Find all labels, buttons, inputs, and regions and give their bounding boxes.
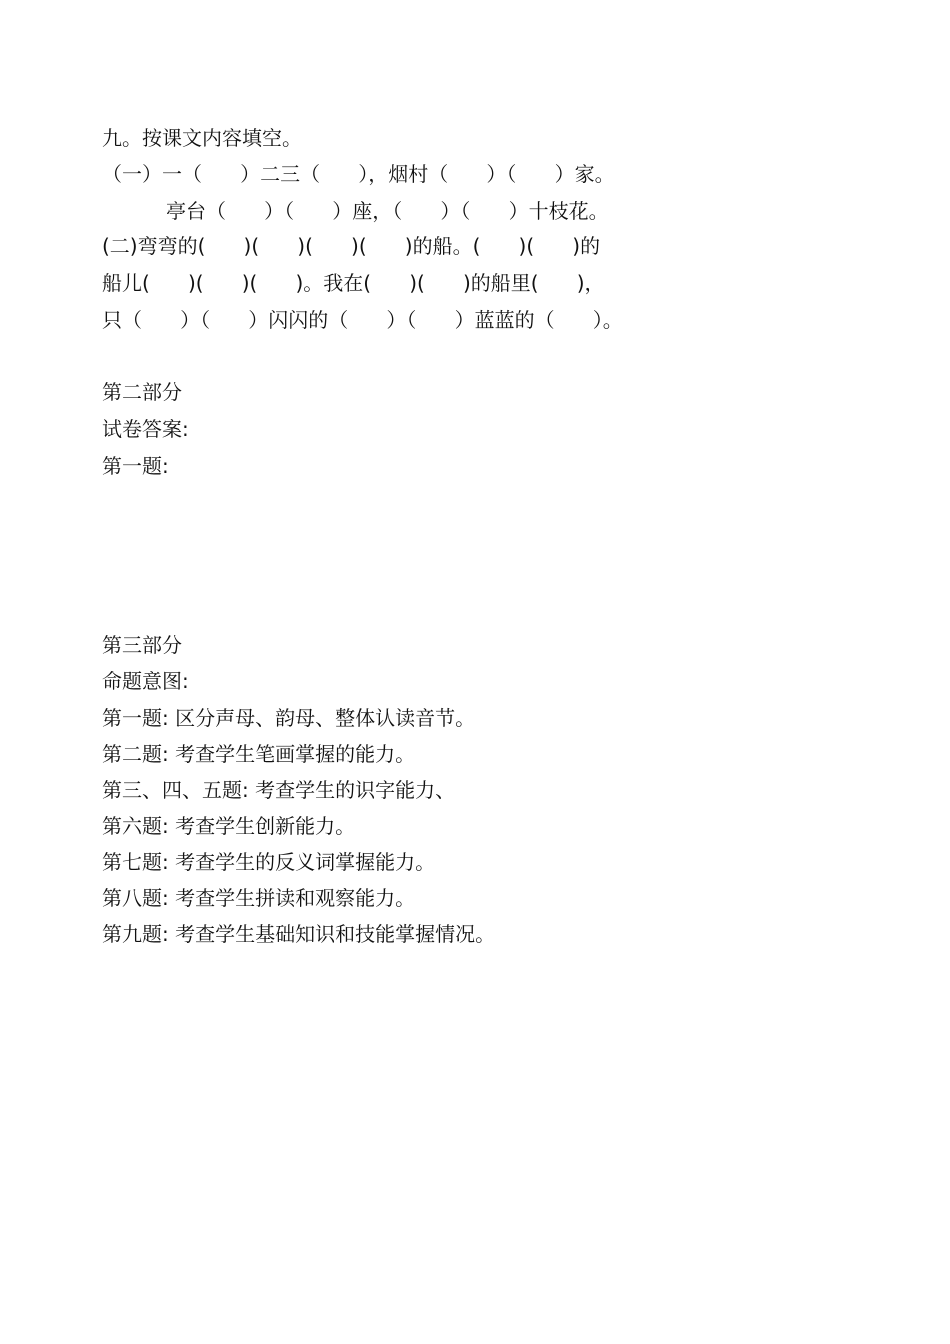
- intent-item: 第六题: 考查学生创新能力。: [102, 814, 356, 838]
- intent-label: 命题意图:: [102, 669, 189, 693]
- intent-item: 第二题: 考查学生笔画掌握的能力。: [102, 742, 416, 766]
- fill-blank-line-5: 只（ ）（ ）闪闪的（ ）（ ）蓝蓝的（ ）。: [102, 308, 623, 332]
- intent-item: 第九题: 考查学生基础知识和技能掌握情况。: [102, 922, 496, 946]
- fill-blank-line-1: （一）一（ ）二三（ ），烟村（ ）（ ）家。: [102, 162, 615, 186]
- intent-item: 第一题: 区分声母、韵母、整体认读音节。: [102, 706, 476, 730]
- fill-blank-line-3: (二)弯弯的( )( )( )( )的船。( )( )的: [102, 234, 601, 258]
- part2-title: 第二部分: [102, 380, 182, 404]
- intent-item: 第七题: 考查学生的反义词掌握能力。: [102, 850, 436, 874]
- fill-blank-line-2: 亭台（ ）（ ）座，（ ）（ ）十枝花。: [166, 199, 609, 223]
- question1-label: 第一题:: [102, 454, 169, 478]
- section-heading: 九。按课文内容填空。: [102, 126, 302, 150]
- fill-blank-line-4: 船儿( )( )( )。我在( )( )的船里( )，: [102, 271, 605, 295]
- answers-label: 试卷答案:: [102, 417, 189, 441]
- part3-title: 第三部分: [102, 633, 182, 657]
- intent-item: 第八题: 考查学生拼读和观察能力。: [102, 886, 416, 910]
- intent-item: 第三、四、五题: 考查学生的识字能力、: [102, 778, 456, 802]
